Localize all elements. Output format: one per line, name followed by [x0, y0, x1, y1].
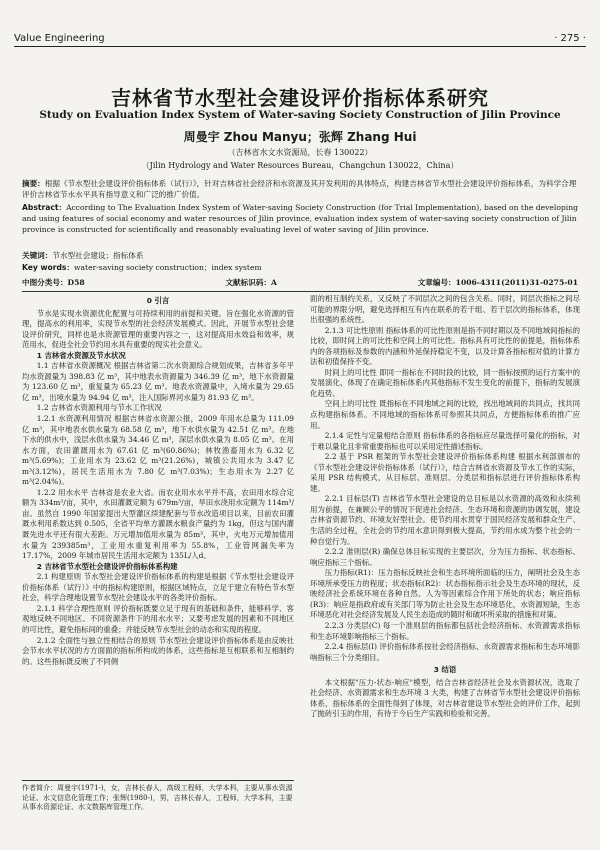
abstract-cn — [22, 178, 578, 200]
authors: 周曼宇 Zhou Manyu；张辉 Zhang Hui — [183, 130, 417, 144]
running-header — [14, 28, 586, 47]
body-paragraph: 2.1 构建原则 节水型社会建设评价指标体系的构建是根据《节水型社会建设评价指标体系（试行）》中的指标构建原则，根据区域特点，立足于建立有特色节水型社会，科学合理地设置节水型社会建设水平的各类评价指标。 — [22, 572, 294, 603]
body-paragraph: 空间上的可比性 既指标在不同地域之间的比较，找出地域间的共同点，找共同点构建指标体系。不同地域的指标体系可参照其共同点，方便指标体系的推广应用。 — [310, 399, 580, 430]
left-column — [22, 294, 294, 667]
body-paragraph: 1.2.1 水资源利用情况 根据吉林省水资源公报，2009 年用水总量为 111.09 亿 m³，其中地表水供水量为 68.58 亿 m³，地下水供水量为 42.51 亿 m³。在地下水的供水中，浅层水供水量为 34.46 亿 m³，深层水供水量为 8.05 亿 m³。在用水方面，农田灌溉用水为 67.61 亿 m³(60.86%)；林牧渔畜用水为 6.32 亿 m³(5.69%)；工业用水为 23.62 亿 m³(21.26%)，城镇公共用水为 3.47 亿 m³(3.12%)，居民生活用水为 7.80 亿 m³(7.03%)；生态用水为 2.27 亿 m³(2.04%)。 — [22, 414, 294, 487]
section-heading: 2 吉林省节水型社会建设评价指标体系构建 — [36, 561, 178, 571]
body-paragraph: 时间上的可比性 即同一指标在不同时段的比较，同一指标按照的运行方案中的发展演化，体现了在确定指标体系内其他指标不发生变化的前提下，指标的发展演化趋势。 — [310, 367, 580, 398]
body-paragraph: 面的相互制约关系，又反映了不同层次之间的包含关系。同时，同层次指标之间尽可能的界限分明，避免选择相互有内在联系的若干组、若干层次的指标体系，体现出很强的系统性。 — [310, 294, 580, 325]
body-paragraph: 2.1.4 定性与定量相结合原则 指标体系的各指标应尽量选择可量化的指标，对于难以量化且非常重要指标也可以采用定性描述指标。 — [310, 431, 580, 451]
clc-number: 中图分类号：D58 — [22, 278, 85, 287]
body-paragraph: 1.2 吉林省水资源利用与节水工作状况 — [36, 403, 162, 413]
body-paragraph: 压力指标(R1)：压力指标反映社会和生态环境所面临的压力，阐明社会及生态环境所承受压力的程度；状态指标(R2)：状态指标指示社会及生态环境的现状，反映经济社会系统环境在各种自然、人为等因素综合作用下所处的状态；响应指标(R3)：响应是指政府或有关部门等为防止社会及生态环境恶化，水资源短缺，生态环境恶化对社会经济发展及人民生态造成的随时和破坏所采取的措施和对策。 — [310, 568, 580, 620]
body-paragraph: 2.1.1 科学合理性原则 评价指标既要立足于现有的基础和条件，能够科学、客观地反映不同地区、不同资源条件下的用水水平；又要考虑发展的因素和不同地区的可比性，避免指标间的重叠；并能反映节水型社会的动态和实现的程度。 — [22, 603, 294, 634]
right-column — [310, 294, 580, 720]
body-paragraph: 2.1.3 可比性原则 指标体系的可比性原则是指不同时期以及不同地域间指标的比较，即时间上的可比性和空间上的可比性。指标具有可比性的前提是，指标体系内的各项指标及参数的内涵和外延保持稳定不变，以及计算各指标相对值的计算方法和初值保持不变。 — [310, 325, 580, 367]
keywords-label-en: Key words： — [22, 263, 75, 272]
affiliation-cn: （吉林省水文水资源局，长春 130022） — [227, 148, 373, 157]
abstract-text-en: According to The Evaluation Index System of Water-saving Society Construction (for Trial Implementation), based on the developing and using features of social economy and water resources of Jilin province, evaluation index system of water-saving society construction of Jilin province is constructed for scientifically and reasonably evaluating level of water saving of Jilin province. — [22, 203, 578, 234]
body-paragraph: 2.2.1 目标层(T) 吉林省节水型社会建设的总目标是以水资源的高效和永续利用为前提，在兼顾公平的情况下促进社会经济、生态环境和资源的协调发展，建设吉林省资源节约、环境友好型社会。使节约用水贯穿于国民经济发展和群众生产、生活的全过程，全社会的节约用水意识得到极大提高，节约用水成为整个社会的一种自觉行为。 — [310, 494, 580, 546]
body-paragraph: 1.1 吉林省水资源概况 根据吉林省第二次水资源综合规划成果，吉林省多年平均水资源量为 398.83 亿 m³，其中地表水资源量为 346.39 亿 m³，地下水资源量为 123.60 亿 m³，重复量为 65.23 亿 m³。地表水资源量中，入境水量为 29.65 亿 m³，出境水量为 94.94 亿 m³，注入国际界河水量为 81.93 亿 m³。 — [22, 361, 294, 402]
keywords-cn — [22, 250, 578, 261]
body-paragraph: 节水是实现水资源优化配置与可持续利用的前提和关键。旨在强化水资源的管理，提高水的利用率，实现节水型的社会经济发展模式。因此，开展节水型社会建设评价研究，同样也是水资源管理的重要内容之一，这对提高用水效益和效率，规范用水，促进全社会节约用水具有重要的现实社会意义。 — [22, 308, 294, 350]
affiliation-en: （Jilin Hydrology and Water Resources Bureau，Changchun 130022，China） — [141, 161, 459, 170]
abstract-label-cn: 摘要： — [22, 179, 45, 188]
body-paragraph: 2.2.2 准则层(R) 确保总体目标实现的主要层次，分为压力指标、状态指标、响应指标三个指标。 — [310, 547, 580, 567]
classification-line — [22, 277, 578, 292]
page-number: · 275 · — [554, 33, 586, 44]
abstract-text-cn: 根据《节水型社会建设评价指标体系（试行）》，针对吉林省社会经济和水资源及其开发利用的具体特点，构建吉林省节水型社会建设评价指标体系，为科学合理评价吉林省节水水平具有指导意义和广泛的推广价值。 — [22, 179, 577, 199]
keywords-text-en: water-saving society construction；index system — [74, 263, 262, 272]
journal-name: Value Engineering — [14, 33, 105, 44]
keywords-text-cn: 节水型社会建设；指标体系 — [52, 251, 144, 260]
body-paragraph: 2.2.4 指标层(I) 评价指标体系按社会经济指标、水资源需求指标和生态环境影响指标三个分类细目。 — [310, 642, 580, 662]
document-code: 文献标识码：A — [225, 278, 277, 287]
body-paragraph: 2.2.3 分类层(C) 每一个准则层的指标都包括社会经济指标、水资源需求指标和生态环境影响指标三个指标。 — [310, 620, 580, 641]
keywords-en — [22, 262, 578, 273]
section-heading: 3 结语 — [433, 665, 457, 675]
paper-title-en: Study on Evaluation Index System of Water-saving Society Construction of Jilin Province — [39, 109, 561, 121]
body-paragraph: 2.2 基于 PSR 框架的节水型社会建设评价指标体系构建 根据水利部颁布的《节水型社会建设评价指标体系（试行）》，结合吉林省水资源及节水工作的实际，采用 PSR 结构模式，从目标层、准则层、分类层和指标层进行评价指标体系构建。 — [310, 452, 580, 493]
abstract-en — [22, 202, 578, 235]
paper-title-cn: 吉林省节水型社会建设评价指标体系研究 — [111, 86, 489, 110]
abstract-label-en: Abstract： — [22, 203, 67, 212]
body-paragraph: 2.1.2 全面性与独立性相结合的原则 节水型社会建设评价指标体系是由反映社会节水水平状况的方方面面的指标所构成的体系，这些指标是互相联系和互相制约的。这些指标既反映了不同侧 — [22, 635, 294, 666]
author-footnote: 作者简介：周曼宇(1971-)，女，吉林长春人，高级工程师，大学本科，主要从事水资源论证、水文信息化管理工作；张辉(1980-)，男，吉林长春人，工程师，大学本科，主要从事水资源论证、水文数据库管理工作。 — [22, 780, 294, 813]
section-heading: 1 吉林省水资源及节水状况 — [36, 350, 126, 360]
body-paragraph: 1.2.2 用水水平 吉林省是农业大省。而农业用水水平并不高，农田用水综合定额为 334m³/亩，其中，水田灌溉定额为 679m³/亩，旱田水浇用水定额为 114m³/亩。虽然自 1990 年国家提出大型灌区续建配套与节水改造项目以来，目前农田灌溉水利用系数达到 0.505，全省平均单方灌溉水粮食产量约为 1kg，但这与国内灌溉先进水平还有很大差距。万元增加值用水量为 85m³，其中，火电万元增加值用水量为 239385m³，工业用水重复利用率为 55.8%，工业管网漏失率为 17.17%，2009 年城市居民生活用水定额为 135L/人d。 — [22, 487, 294, 561]
section-heading: 0 引言 — [146, 296, 170, 305]
keywords-label-cn: 关键词： — [22, 251, 53, 260]
article-number: 文章编号：1006-4311(2011)31-0275-01 — [417, 278, 578, 287]
body-paragraph: 本文根据"压力-状态-响应"模型，结合吉林省经济社会及水资源状况，选取了社会经济、水资源需求和生态环境 3 大类，构建了吉林省节水型社会建设评价指标体系，指标体系的全面性得到了体现，对吉林省建设节水型社会的评价工作，起到了抛砖引玉的作用，有待于今后生产实践和检验和完善。 — [310, 677, 580, 719]
